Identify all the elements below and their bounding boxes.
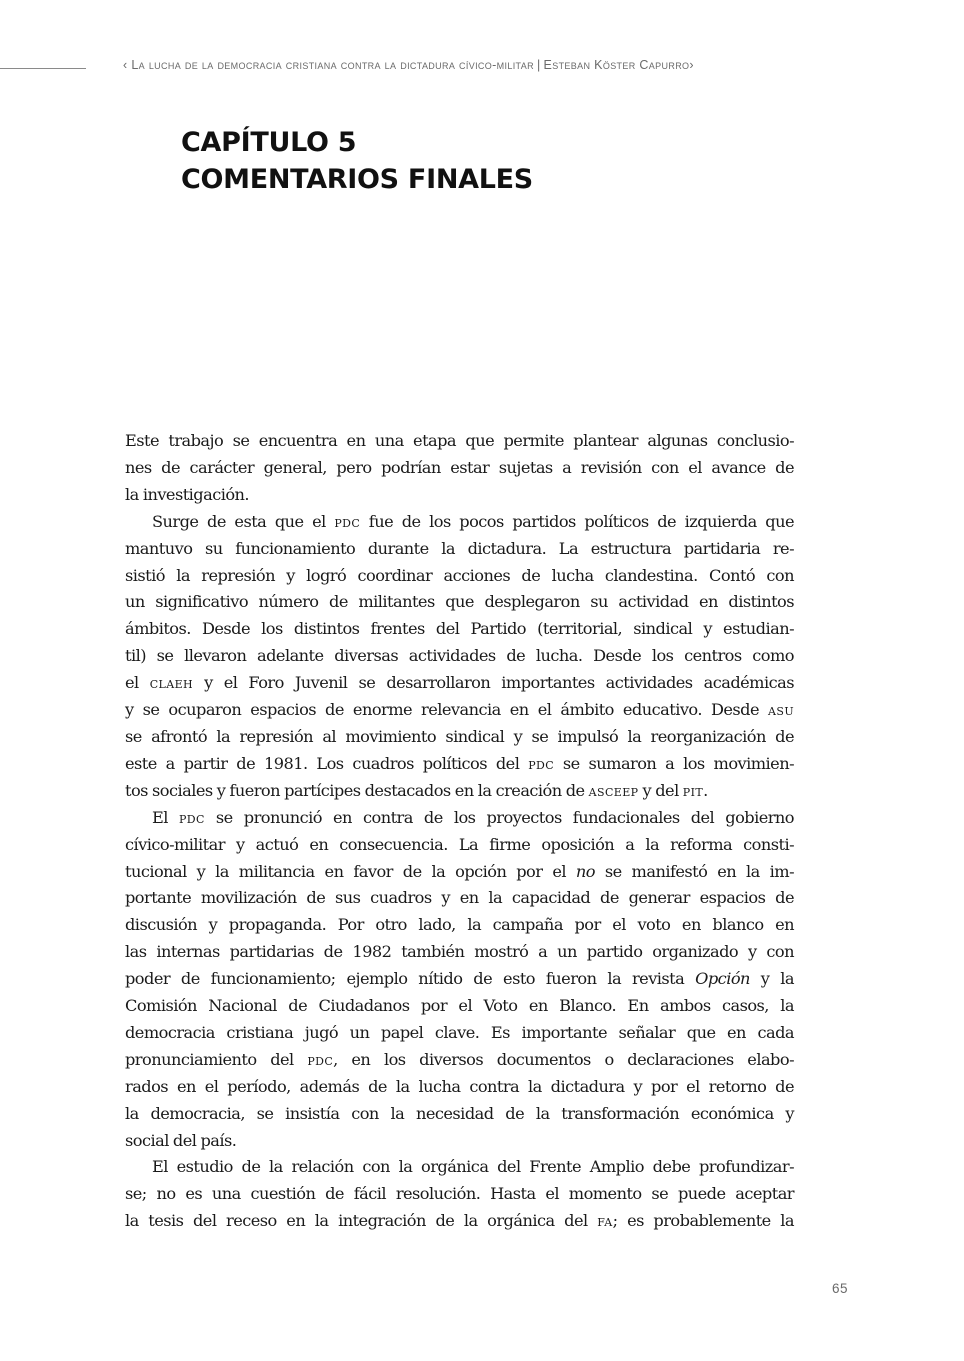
text-line: cívico-militar y actuó en consecuencia. La firme oposición a la reforma consti- bbox=[125, 834, 794, 854]
text-line: Surge de esta que el pdc fue de los pocos partidos políticos de izquierda que bbox=[152, 511, 794, 531]
text-line: social del país. bbox=[125, 1130, 237, 1150]
text-line: poder de funcionamiento; ejemplo nítido de esto fueron la revista Opción y la bbox=[125, 969, 795, 989]
body-text bbox=[125, 428, 794, 1235]
text-line: tos sociales y fueron partícipes destacados en la creación de asceep y del pit. bbox=[125, 780, 708, 800]
text-line: la tesis del receso en la integración de la orgánica del fa; es probablemente la bbox=[125, 1211, 794, 1231]
text-line: tucional y la militancia en favor de la opción por el no se manifestó en la im- bbox=[125, 861, 794, 881]
header-book-title: La lucha de la democracia cristiana contra la dictadura cívico-militar bbox=[131, 58, 534, 72]
text-line: El pdc se pronunció en contra de los proyectos fundacionales del gobierno bbox=[152, 807, 794, 827]
text-line: nes de carácter general, pero podrían estar sujetas a revisión con el avance de bbox=[125, 457, 794, 477]
text-line: un significativo número de militantes que desplegaron su actividad en distintos bbox=[125, 592, 794, 612]
header-separator: | bbox=[536, 58, 541, 72]
text-line: portante movilización de sus cuadros y en la capacidad de generar espacios de bbox=[125, 888, 794, 908]
text-line: democracia cristiana jugó un papel clave. Es importante señalar que en cada bbox=[125, 1022, 794, 1042]
text-line: las internas partidarias de 1982 también mostró a un partido organizado y con bbox=[125, 942, 794, 962]
running-header bbox=[0, 58, 964, 78]
chapter-number: CAPÍTULO 5 bbox=[181, 127, 357, 158]
text-line: rados en el período, además de la lucha contra la dictadura y por el retorno de bbox=[125, 1076, 794, 1096]
header-rule bbox=[0, 68, 86, 69]
text-line: til) se llevaron adelante diversas actividades de lucha. Desde los centros como bbox=[125, 646, 794, 666]
chapter-heading bbox=[181, 124, 533, 198]
header-author: Esteban Köster Capurro bbox=[543, 58, 690, 72]
text-line: la investigación. bbox=[125, 484, 250, 504]
header-open-bracket: ‹ bbox=[123, 58, 128, 72]
text-line: este a partir de 1981. Los cuadros políticos del pdc se sumaron a los movimien- bbox=[125, 753, 794, 773]
running-header-text bbox=[123, 58, 694, 72]
header-close-bracket: › bbox=[689, 58, 694, 72]
text-line: el claeh y el Foro Juvenil se desarrollaron importantes actividades académicas bbox=[125, 673, 794, 693]
text-line: El estudio de la relación con la orgánica del Frente Amplio debe profundizar- bbox=[152, 1157, 794, 1177]
chapter-title: COMENTARIOS FINALES bbox=[181, 164, 533, 195]
text-line: se; no es una cuestión de fácil resolución. Hasta el momento se puede aceptar bbox=[125, 1184, 794, 1204]
text-line: la democracia, se insistía con la necesidad de la transformación económica y bbox=[125, 1103, 794, 1123]
text-line: y se ocuparon espacios de enorme relevancia en el ámbito educativo. Desde asu bbox=[125, 700, 794, 720]
text-line: mantuvo su funcionamiento durante la dictadura. La estructura partidaria re- bbox=[125, 538, 794, 558]
text-line: se afrontó la represión al movimiento sindical y se impulsó la reorganización de bbox=[125, 726, 794, 746]
text-line: ámbitos. Desde los distintos frentes del Partido (territorial, sindical y estudian- bbox=[125, 619, 794, 639]
text-line: discusión y propaganda. Por otro lado, la campaña por el voto en blanco en bbox=[125, 915, 794, 935]
text-line: Este trabajo se encuentra en una etapa que permite plantear algunas conclusio- bbox=[125, 431, 794, 450]
text-line: sistió la represión y logró coordinar acciones de lucha clandestina. Contó con bbox=[125, 565, 794, 585]
page-number: 65 bbox=[832, 1281, 849, 1296]
text-line: Comisión Nacional de Ciudadanos por el Voto en Blanco. En ambos casos, la bbox=[125, 996, 794, 1016]
text-line: pronunciamiento del pdc, en los diversos documentos o declaraciones elabo- bbox=[125, 1049, 794, 1069]
